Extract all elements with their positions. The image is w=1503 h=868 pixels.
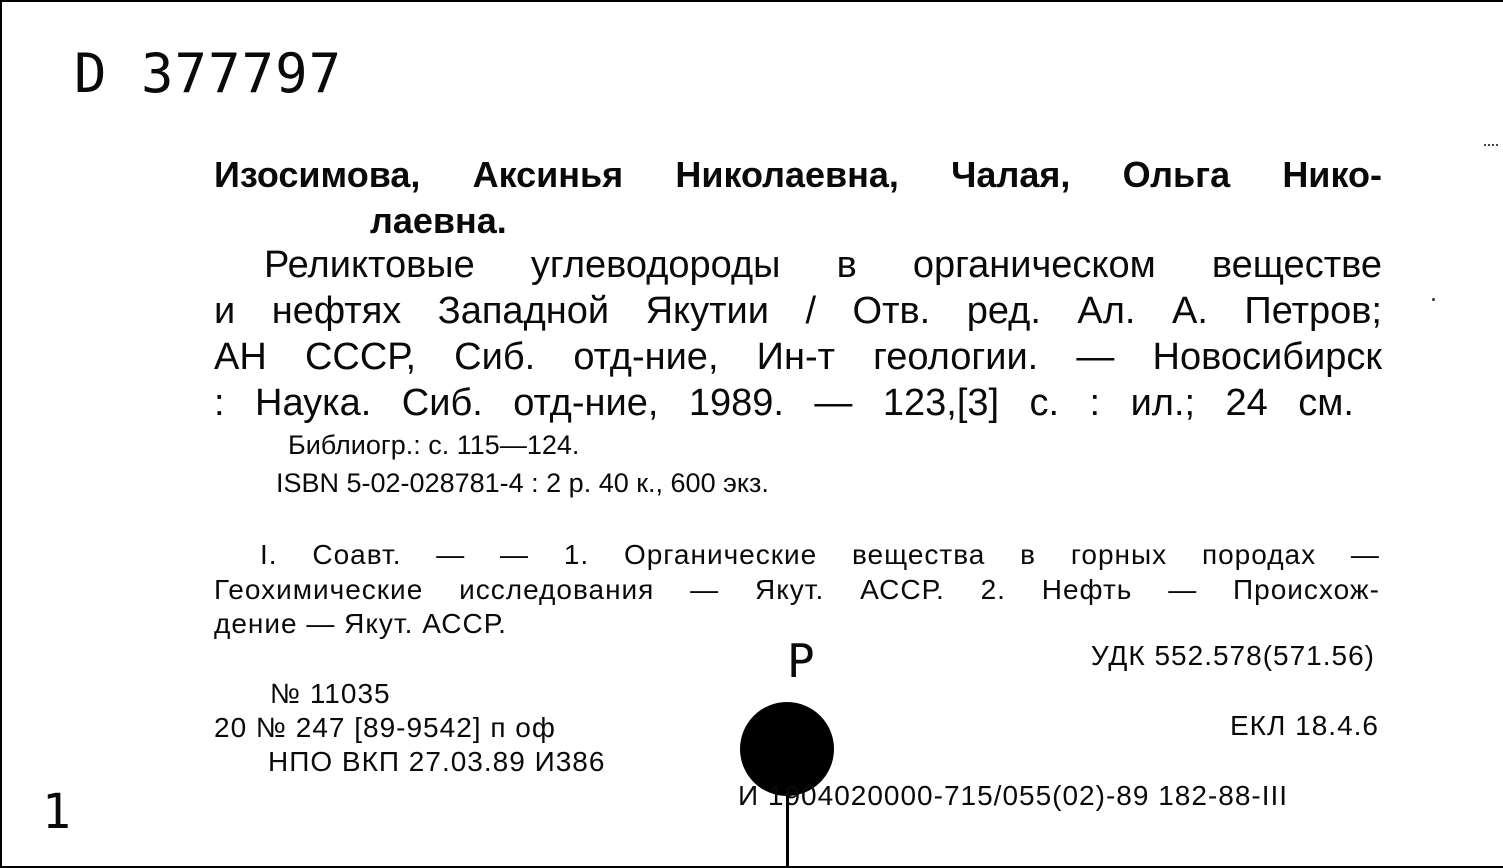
imprint-word: Новосибирск [1152,336,1382,378]
udk-code: УДК 552.578(571.56) [1090,640,1375,671]
imprint-word: отд-ние, [573,336,719,378]
note-word: — [436,539,466,570]
note-word: 2. [980,574,1006,605]
imprint-word: с. [1029,382,1060,424]
title-line-1 [264,244,1382,287]
imprint-word: СССР, [304,336,417,378]
isbn-price: ISBN 5-02-028781-4 : 2 р. 40 к., 600 экз. [276,468,769,498]
order-number: 20 № 247 [89-9542] п оф [214,712,556,743]
note-word: Геохимические [214,574,424,605]
note-word: — [690,574,720,605]
title-word: Якутии [645,290,769,332]
note-word: АССР. [860,574,945,605]
title-word: Петров; [1244,290,1382,332]
title-word: веществе [1211,244,1382,286]
subject-notes-line-1 [260,539,1380,571]
imprint-word: : [214,382,225,424]
imprint-word: 123,[3] [882,382,1000,424]
author-word: Изосимова, [214,154,421,195]
title-word: / [805,290,817,332]
imprint-word: 1989. [688,382,784,424]
imprint-word: : [1089,382,1101,424]
imprint-word: ил.; [1130,382,1196,424]
note-word: в [1020,539,1037,570]
title-word: ред. [966,290,1041,332]
note-word: горных [1070,539,1168,570]
note-word: 1. [563,539,590,570]
imprint-word: — [814,382,853,424]
title-word: углеводороды [530,244,781,286]
note-word: I. [260,539,278,570]
title-line-4 [214,382,1354,425]
subject-notes-line-2 [214,574,1380,606]
title-word: Реликтовые [264,244,475,286]
note-word: Якут. [754,574,825,605]
author-word: Чалая, [951,154,1071,195]
imprint-word: АН [214,336,267,378]
card-number: № 11035 [270,678,391,709]
title-line-3 [214,336,1382,379]
note-word: Нефть [1041,574,1133,605]
author-word: Николаевна, [675,154,899,195]
title-word: органическом [912,244,1156,286]
author-word: Ольга [1122,154,1231,195]
title-word: Западной [437,290,610,332]
note-word: — [1350,539,1380,570]
imprint-word: Сиб. [401,382,483,424]
title-word: А. [1171,290,1208,332]
imprint-word: см. [1298,382,1354,424]
note-word: — [1168,574,1198,605]
imprint-word: — [1076,336,1115,378]
note-word: — [500,539,530,570]
note-word: Органические [623,539,818,570]
speck-dot [1432,298,1435,301]
handwritten-p-mark: P [787,634,815,688]
subject-notes-line-3: дение — Якут. АССР. [214,608,507,639]
speck-dots [1484,144,1498,150]
bibliography-note: Библиогр.: с. 115—124. [288,430,580,460]
author-word: Нико- [1282,154,1382,195]
title-word: и [214,290,236,332]
imprint-word: отд-ние, [513,382,659,424]
call-number: D 377797 [74,42,343,105]
note-word: вещества [851,539,986,570]
title-word: нефтях [271,290,402,332]
isbn-code: И 1904020000-715/055(02)-89 182-88-III [738,780,1289,811]
note-word: Соавт. [312,539,402,570]
ekl-code: ЕКЛ 18.4.6 [1230,710,1379,741]
note-word: Происхож- [1233,574,1380,605]
authors-line-2: лаевна. [370,200,507,241]
imprint-word: Ин-т [756,336,836,378]
title-word: в [836,244,857,286]
title-line-2 [214,290,1382,333]
imprint-word: 24 [1225,382,1268,424]
imprint-word: Наука. [255,382,372,424]
author-word: Аксинья [472,154,624,195]
title-word: Отв. [852,290,931,332]
imprint-word: геологии. [873,336,1039,378]
imprint-word: Сиб. [454,336,536,378]
note-word: исследования [459,574,655,605]
npo-vkp-stamp: НПО ВКП 27.03.89 И386 [268,746,606,777]
authors-line-1 [214,154,1382,196]
handwritten-1-mark: 1 [42,784,71,840]
title-word: Ал. [1077,290,1136,332]
note-word: породах [1201,539,1317,570]
